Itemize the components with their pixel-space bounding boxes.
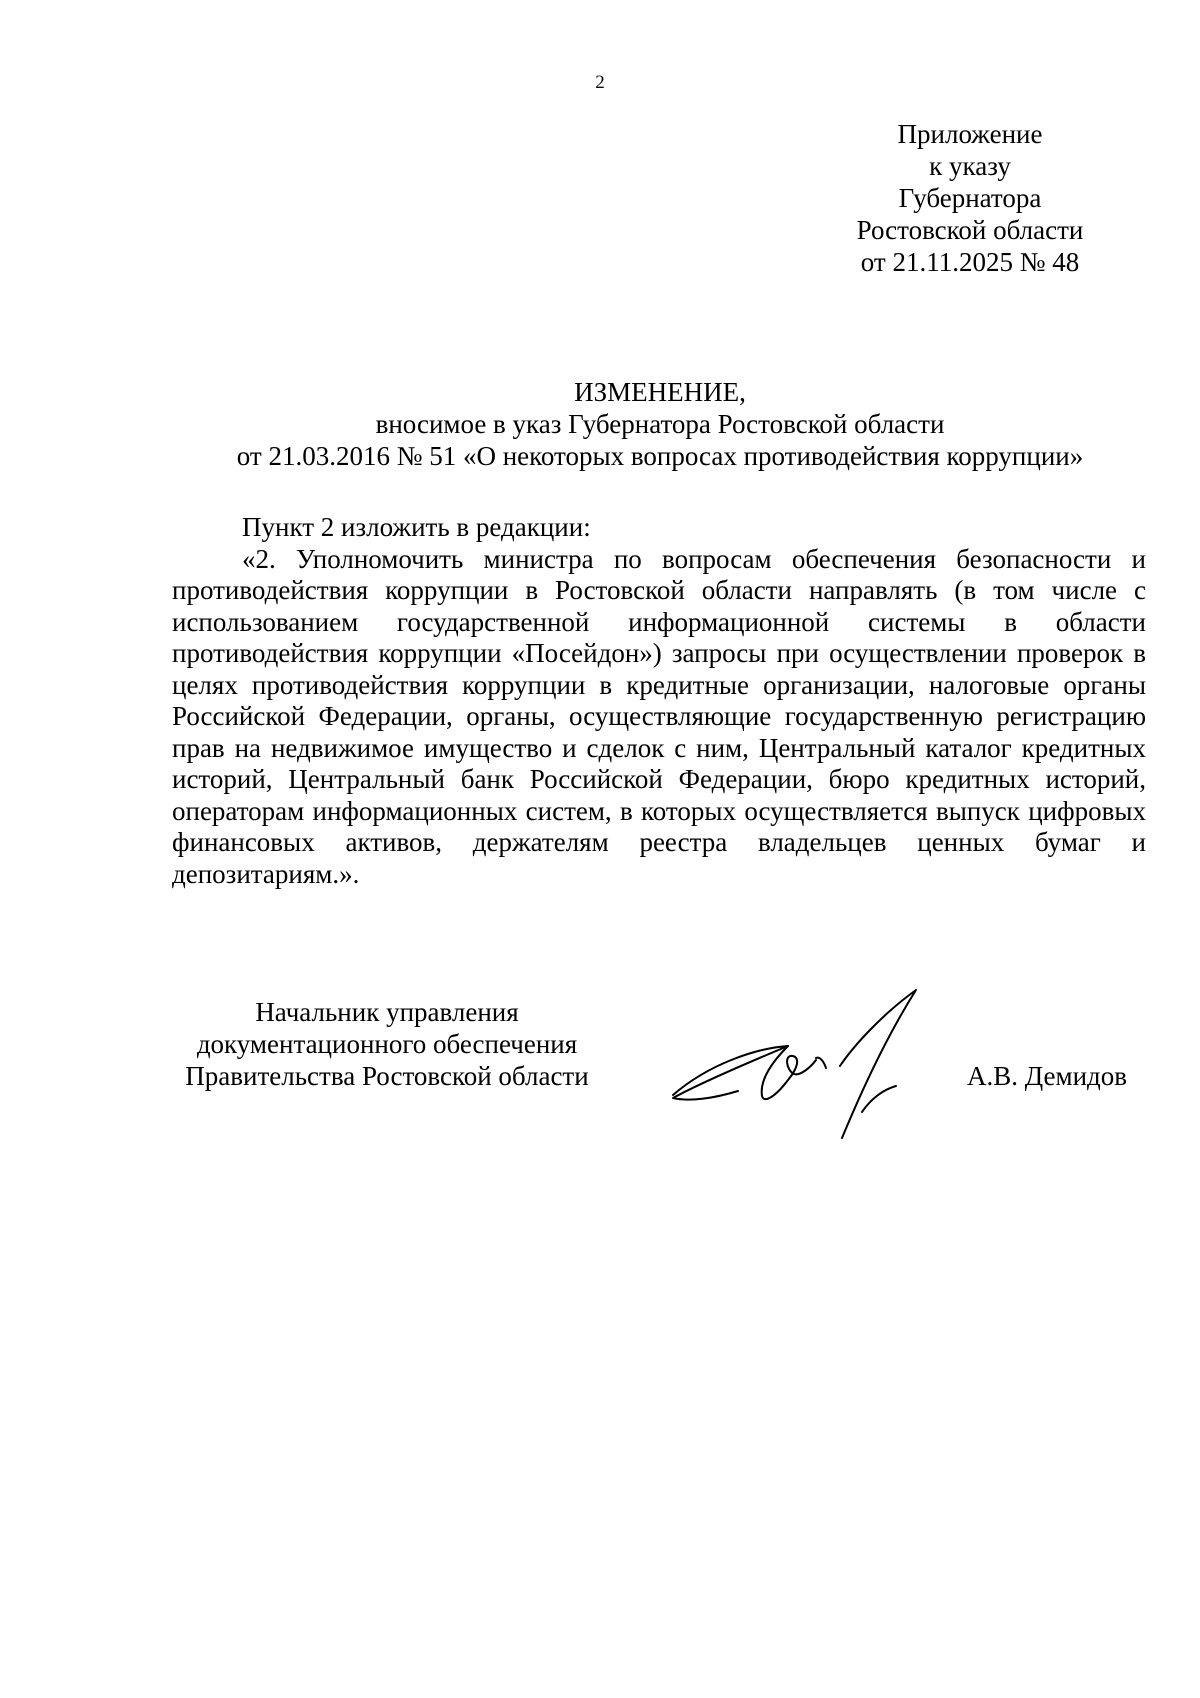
heading-title: ИЗМЕНЕНИЕ,: [574, 377, 746, 407]
signatory-position: [172, 996, 602, 1092]
heading-subtitle: вносимое в указ Губернатора Ростовской области: [375, 409, 945, 439]
appendix-line: к указу: [929, 151, 1011, 181]
signatory-position-line: Начальник управления: [255, 997, 519, 1027]
appendix-line: Губернатора: [898, 183, 1042, 213]
signatory-position-line: документационного обеспечения: [196, 1029, 578, 1059]
appendix-line: Приложение: [897, 119, 1043, 149]
document-body: [172, 512, 1146, 890]
handwritten-signature-icon: [670, 988, 970, 1148]
document-heading: [140, 376, 1180, 472]
body-intro: Пункт 2 изложить в редакции:: [242, 512, 591, 542]
signatory-position-line: Правительства Ростовской области: [185, 1061, 589, 1091]
body-quoted-paragraph: «2. Уполномочить министра по вопросам обеспечения безопасности и противодействия коррупции в Ростовской области направлять (в том числе с использованием государственной информационной системы в области противодействия коррупции «Посейдон») запросы при осуществлении проверок в целях противодействия коррупции в кредитные организации, налоговые органы Российской Федерации, органы, осуществляющие государственную регистрацию прав на недвижимое имущество и сделок с ним, Центральный каталог кредитных историй, Центральный банк Российской Федерации, бюро кредитных историй, операторам информационных систем, в которых осуществляется выпуск цифровых финансовых активов, держателям реестра владельцев ценных бумаг и депозитариям.».: [172, 543, 1146, 889]
signatory-name: А.В. Демидов: [967, 1061, 1128, 1091]
appendix-line: Ростовской области: [856, 215, 1084, 245]
page-number: 2: [595, 72, 605, 93]
appendix-line: от 21.11.2025 № 48: [860, 247, 1080, 277]
heading-decree-reference: от 21.03.2016 № 51 «О некоторых вопросах противодействия коррупции»: [236, 441, 1084, 471]
appendix-header: [830, 118, 1110, 278]
